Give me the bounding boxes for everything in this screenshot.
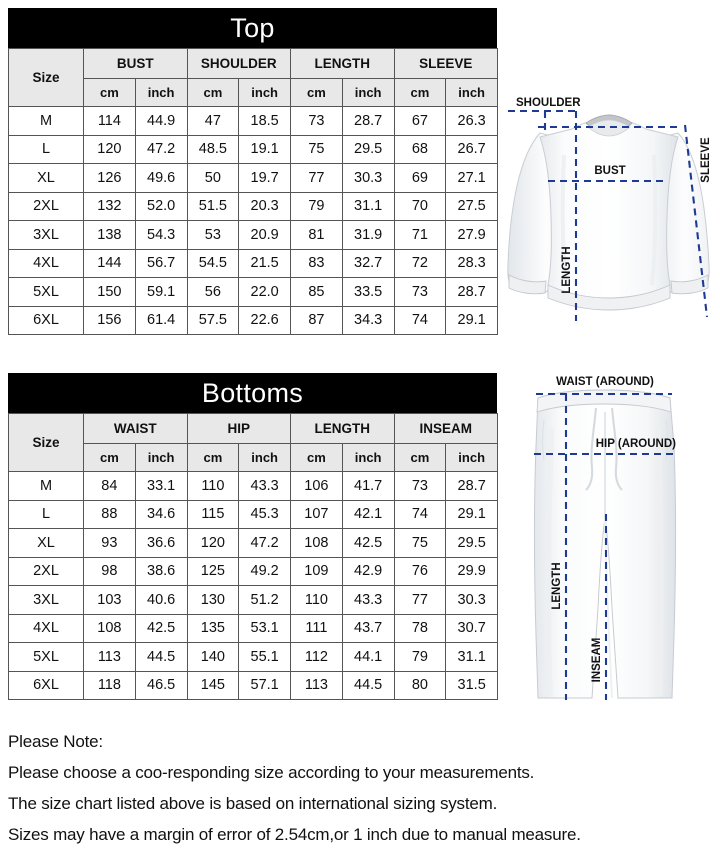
cell: 22.6 (239, 306, 291, 335)
cell: 69 (394, 164, 446, 193)
cell: 74 (394, 306, 446, 335)
cell: 110 (291, 586, 343, 615)
bottoms-header-row-measures (9, 414, 498, 444)
cell: 31.1 (446, 643, 498, 672)
cell: 78 (394, 614, 446, 643)
cell: 57.5 (187, 306, 239, 335)
cell: 145 (187, 671, 239, 700)
bottoms-unit-header-7: inch (446, 444, 498, 472)
cell: 114 (84, 107, 136, 136)
cell: 51.2 (239, 586, 291, 615)
cell: 88 (84, 500, 136, 529)
cell: 19.7 (239, 164, 291, 193)
top-col-header-length: LENGTH (291, 49, 395, 79)
bottoms-chart-title: Bottoms (8, 373, 497, 413)
cell: 130 (187, 586, 239, 615)
waist-label: WAIST (AROUND) (556, 376, 654, 388)
row-size-label: 4XL (9, 249, 84, 278)
row-size-label: 6XL (9, 306, 84, 335)
cell: 28.7 (446, 472, 498, 501)
cell: 109 (291, 557, 343, 586)
top-unit-header-3: inch (239, 79, 291, 107)
cell: 50 (187, 164, 239, 193)
cell: 110 (187, 472, 239, 501)
row-size-label: 4XL (9, 614, 84, 643)
table-row (9, 671, 498, 700)
cell: 125 (187, 557, 239, 586)
top-col-header-bust: BUST (84, 49, 188, 79)
cell: 79 (394, 643, 446, 672)
row-size-label: 3XL (9, 586, 84, 615)
cell: 28.7 (446, 278, 498, 307)
cell: 73 (394, 472, 446, 501)
row-size-label: 6XL (9, 671, 84, 700)
cell: 55.1 (239, 643, 291, 672)
table-row (9, 500, 498, 529)
cell: 84 (84, 472, 136, 501)
top-chart-title: Top (8, 8, 497, 48)
cell: 47.2 (135, 135, 187, 164)
cell: 20.3 (239, 192, 291, 221)
cell: 32.7 (342, 249, 394, 278)
table-row (9, 107, 498, 136)
cell: 51.5 (187, 192, 239, 221)
bottoms-col-header-size: Size (9, 414, 84, 472)
bottoms-col-header-inseam: INSEAM (394, 414, 498, 444)
cell: 27.5 (446, 192, 498, 221)
cell: 113 (291, 671, 343, 700)
cell: 79 (291, 192, 343, 221)
cell: 53 (187, 221, 239, 250)
notes-section (8, 726, 718, 850)
bust-label: BUST (594, 165, 626, 177)
top-unit-header-6: cm (394, 79, 446, 107)
cell: 34.6 (135, 500, 187, 529)
note-line-2: The size chart listed above is based on international sizing system. (8, 794, 498, 813)
cell: 43.7 (342, 614, 394, 643)
cell: 40.6 (135, 586, 187, 615)
cell: 57.1 (239, 671, 291, 700)
note-line-3: Sizes may have a margin of error of 2.54cm,or 1 inch due to manual measure. (8, 825, 581, 844)
top-col-header-shoulder: SHOULDER (187, 49, 291, 79)
cell: 52.0 (135, 192, 187, 221)
cell: 120 (187, 529, 239, 558)
cell: 33.5 (342, 278, 394, 307)
cell: 44.5 (135, 643, 187, 672)
cell: 31.9 (342, 221, 394, 250)
cell: 126 (84, 164, 136, 193)
cell: 45.3 (239, 500, 291, 529)
cell: 75 (291, 135, 343, 164)
cell: 61.4 (135, 306, 187, 335)
bottoms-size-chart (8, 373, 497, 700)
table-row (9, 306, 498, 335)
top-unit-header-1: inch (135, 79, 187, 107)
table-row (9, 529, 498, 558)
cell: 106 (291, 472, 343, 501)
cell: 103 (84, 586, 136, 615)
cell: 135 (187, 614, 239, 643)
cell: 118 (84, 671, 136, 700)
cell: 98 (84, 557, 136, 586)
top-table-head (9, 49, 498, 107)
cell: 80 (394, 671, 446, 700)
cell: 107 (291, 500, 343, 529)
cell: 85 (291, 278, 343, 307)
cell: 27.1 (446, 164, 498, 193)
cell: 77 (291, 164, 343, 193)
bottoms-unit-header-4: cm (291, 444, 343, 472)
top-size-chart (8, 8, 497, 335)
cell: 75 (394, 529, 446, 558)
row-size-label: 3XL (9, 221, 84, 250)
bottoms-unit-header-1: inch (135, 444, 187, 472)
cell: 22.0 (239, 278, 291, 307)
cell: 30.3 (342, 164, 394, 193)
cell: 76 (394, 557, 446, 586)
cell: 115 (187, 500, 239, 529)
cell: 54.5 (187, 249, 239, 278)
note-line-1: Please choose a coo-responding size according to your measurements. (8, 763, 535, 782)
cell: 44.1 (342, 643, 394, 672)
bottoms-unit-header-3: inch (239, 444, 291, 472)
cell: 36.6 (135, 529, 187, 558)
cell: 46.5 (135, 671, 187, 700)
bottoms-col-header-length: LENGTH (291, 414, 395, 444)
cell: 18.5 (239, 107, 291, 136)
table-row (9, 164, 498, 193)
cell: 138 (84, 221, 136, 250)
cell: 81 (291, 221, 343, 250)
top-size-table (8, 48, 498, 335)
cell: 30.7 (446, 614, 498, 643)
cell: 28.3 (446, 249, 498, 278)
bottoms-col-header-hip: HIP (187, 414, 291, 444)
cell: 41.7 (342, 472, 394, 501)
bottoms-table-head (9, 414, 498, 472)
cell: 77 (394, 586, 446, 615)
top-col-header-sleeve: SLEEVE (394, 49, 498, 79)
top-table-body (9, 107, 498, 335)
cell: 34.3 (342, 306, 394, 335)
cell: 72 (394, 249, 446, 278)
cell: 29.5 (446, 529, 498, 558)
row-size-label: M (9, 107, 84, 136)
sweatpants-diagram (500, 368, 720, 718)
cell: 44.5 (342, 671, 394, 700)
cell: 113 (84, 643, 136, 672)
cell: 48.5 (187, 135, 239, 164)
cell: 47.2 (239, 529, 291, 558)
row-size-label: XL (9, 164, 84, 193)
table-row (9, 586, 498, 615)
table-row (9, 135, 498, 164)
cell: 108 (84, 614, 136, 643)
cell: 27.9 (446, 221, 498, 250)
cell: 132 (84, 192, 136, 221)
cell: 68 (394, 135, 446, 164)
cell: 156 (84, 306, 136, 335)
row-size-label: 5XL (9, 643, 84, 672)
top-unit-header-2: cm (187, 79, 239, 107)
cell: 73 (394, 278, 446, 307)
top-unit-header-0: cm (84, 79, 136, 107)
cell: 93 (84, 529, 136, 558)
bottoms-unit-header-5: inch (342, 444, 394, 472)
sleeve-label: SLEEVE (700, 137, 712, 183)
cell: 42.9 (342, 557, 394, 586)
cell: 111 (291, 614, 343, 643)
cell: 73 (291, 107, 343, 136)
cell: 56.7 (135, 249, 187, 278)
top-unit-header-5: inch (342, 79, 394, 107)
cell: 29.1 (446, 500, 498, 529)
cell: 20.9 (239, 221, 291, 250)
cell: 108 (291, 529, 343, 558)
cell: 43.3 (239, 472, 291, 501)
cell: 30.3 (446, 586, 498, 615)
row-size-label: 2XL (9, 557, 84, 586)
bottoms-unit-header-6: cm (394, 444, 446, 472)
table-row (9, 472, 498, 501)
table-row (9, 643, 498, 672)
table-row (9, 192, 498, 221)
row-size-label: L (9, 500, 84, 529)
pants-length-label: LENGTH (551, 562, 563, 610)
cell: 29.5 (342, 135, 394, 164)
shoulder-label: SHOULDER (516, 97, 581, 109)
top-unit-header-4: cm (291, 79, 343, 107)
cell: 112 (291, 643, 343, 672)
cell: 59.1 (135, 278, 187, 307)
table-row (9, 249, 498, 278)
cell: 28.7 (342, 107, 394, 136)
cell: 144 (84, 249, 136, 278)
cell: 47 (187, 107, 239, 136)
cell: 38.6 (135, 557, 187, 586)
cell: 70 (394, 192, 446, 221)
notes-heading: Please Note: (8, 732, 103, 751)
cell: 53.1 (239, 614, 291, 643)
cell: 29.9 (446, 557, 498, 586)
table-row (9, 557, 498, 586)
top-col-header-size: Size (9, 49, 84, 107)
top-unit-header-7: inch (446, 79, 498, 107)
cell: 42.1 (342, 500, 394, 529)
table-row (9, 614, 498, 643)
row-size-label: XL (9, 529, 84, 558)
inseam-label: INSEAM (591, 637, 603, 683)
row-size-label: 2XL (9, 192, 84, 221)
cell: 49.2 (239, 557, 291, 586)
cell: 87 (291, 306, 343, 335)
cell: 26.7 (446, 135, 498, 164)
sweatshirt-illustration (508, 115, 709, 310)
cell: 49.6 (135, 164, 187, 193)
cell: 31.5 (446, 671, 498, 700)
cell: 29.1 (446, 306, 498, 335)
cell: 74 (394, 500, 446, 529)
cell: 26.3 (446, 107, 498, 136)
cell: 42.5 (135, 614, 187, 643)
row-size-label: 5XL (9, 278, 84, 307)
bottoms-size-table (8, 413, 498, 700)
cell: 33.1 (135, 472, 187, 501)
cell: 71 (394, 221, 446, 250)
bottoms-unit-header-2: cm (187, 444, 239, 472)
table-row (9, 221, 498, 250)
cell: 120 (84, 135, 136, 164)
row-size-label: M (9, 472, 84, 501)
cell: 140 (187, 643, 239, 672)
cell: 42.5 (342, 529, 394, 558)
cell: 54.3 (135, 221, 187, 250)
cell: 21.5 (239, 249, 291, 278)
top-header-row-measures (9, 49, 498, 79)
cell: 43.3 (342, 586, 394, 615)
cell: 19.1 (239, 135, 291, 164)
cell: 44.9 (135, 107, 187, 136)
length-label: LENGTH (561, 246, 573, 294)
cell: 31.1 (342, 192, 394, 221)
row-size-label: L (9, 135, 84, 164)
bottoms-unit-header-0: cm (84, 444, 136, 472)
hip-label: HIP (AROUND) (595, 438, 676, 450)
cell: 67 (394, 107, 446, 136)
cell: 83 (291, 249, 343, 278)
cell: 56 (187, 278, 239, 307)
cell: 150 (84, 278, 136, 307)
sweatshirt-diagram (500, 85, 720, 340)
bottoms-table-body (9, 472, 498, 700)
table-row (9, 278, 498, 307)
bottoms-col-header-waist: WAIST (84, 414, 188, 444)
